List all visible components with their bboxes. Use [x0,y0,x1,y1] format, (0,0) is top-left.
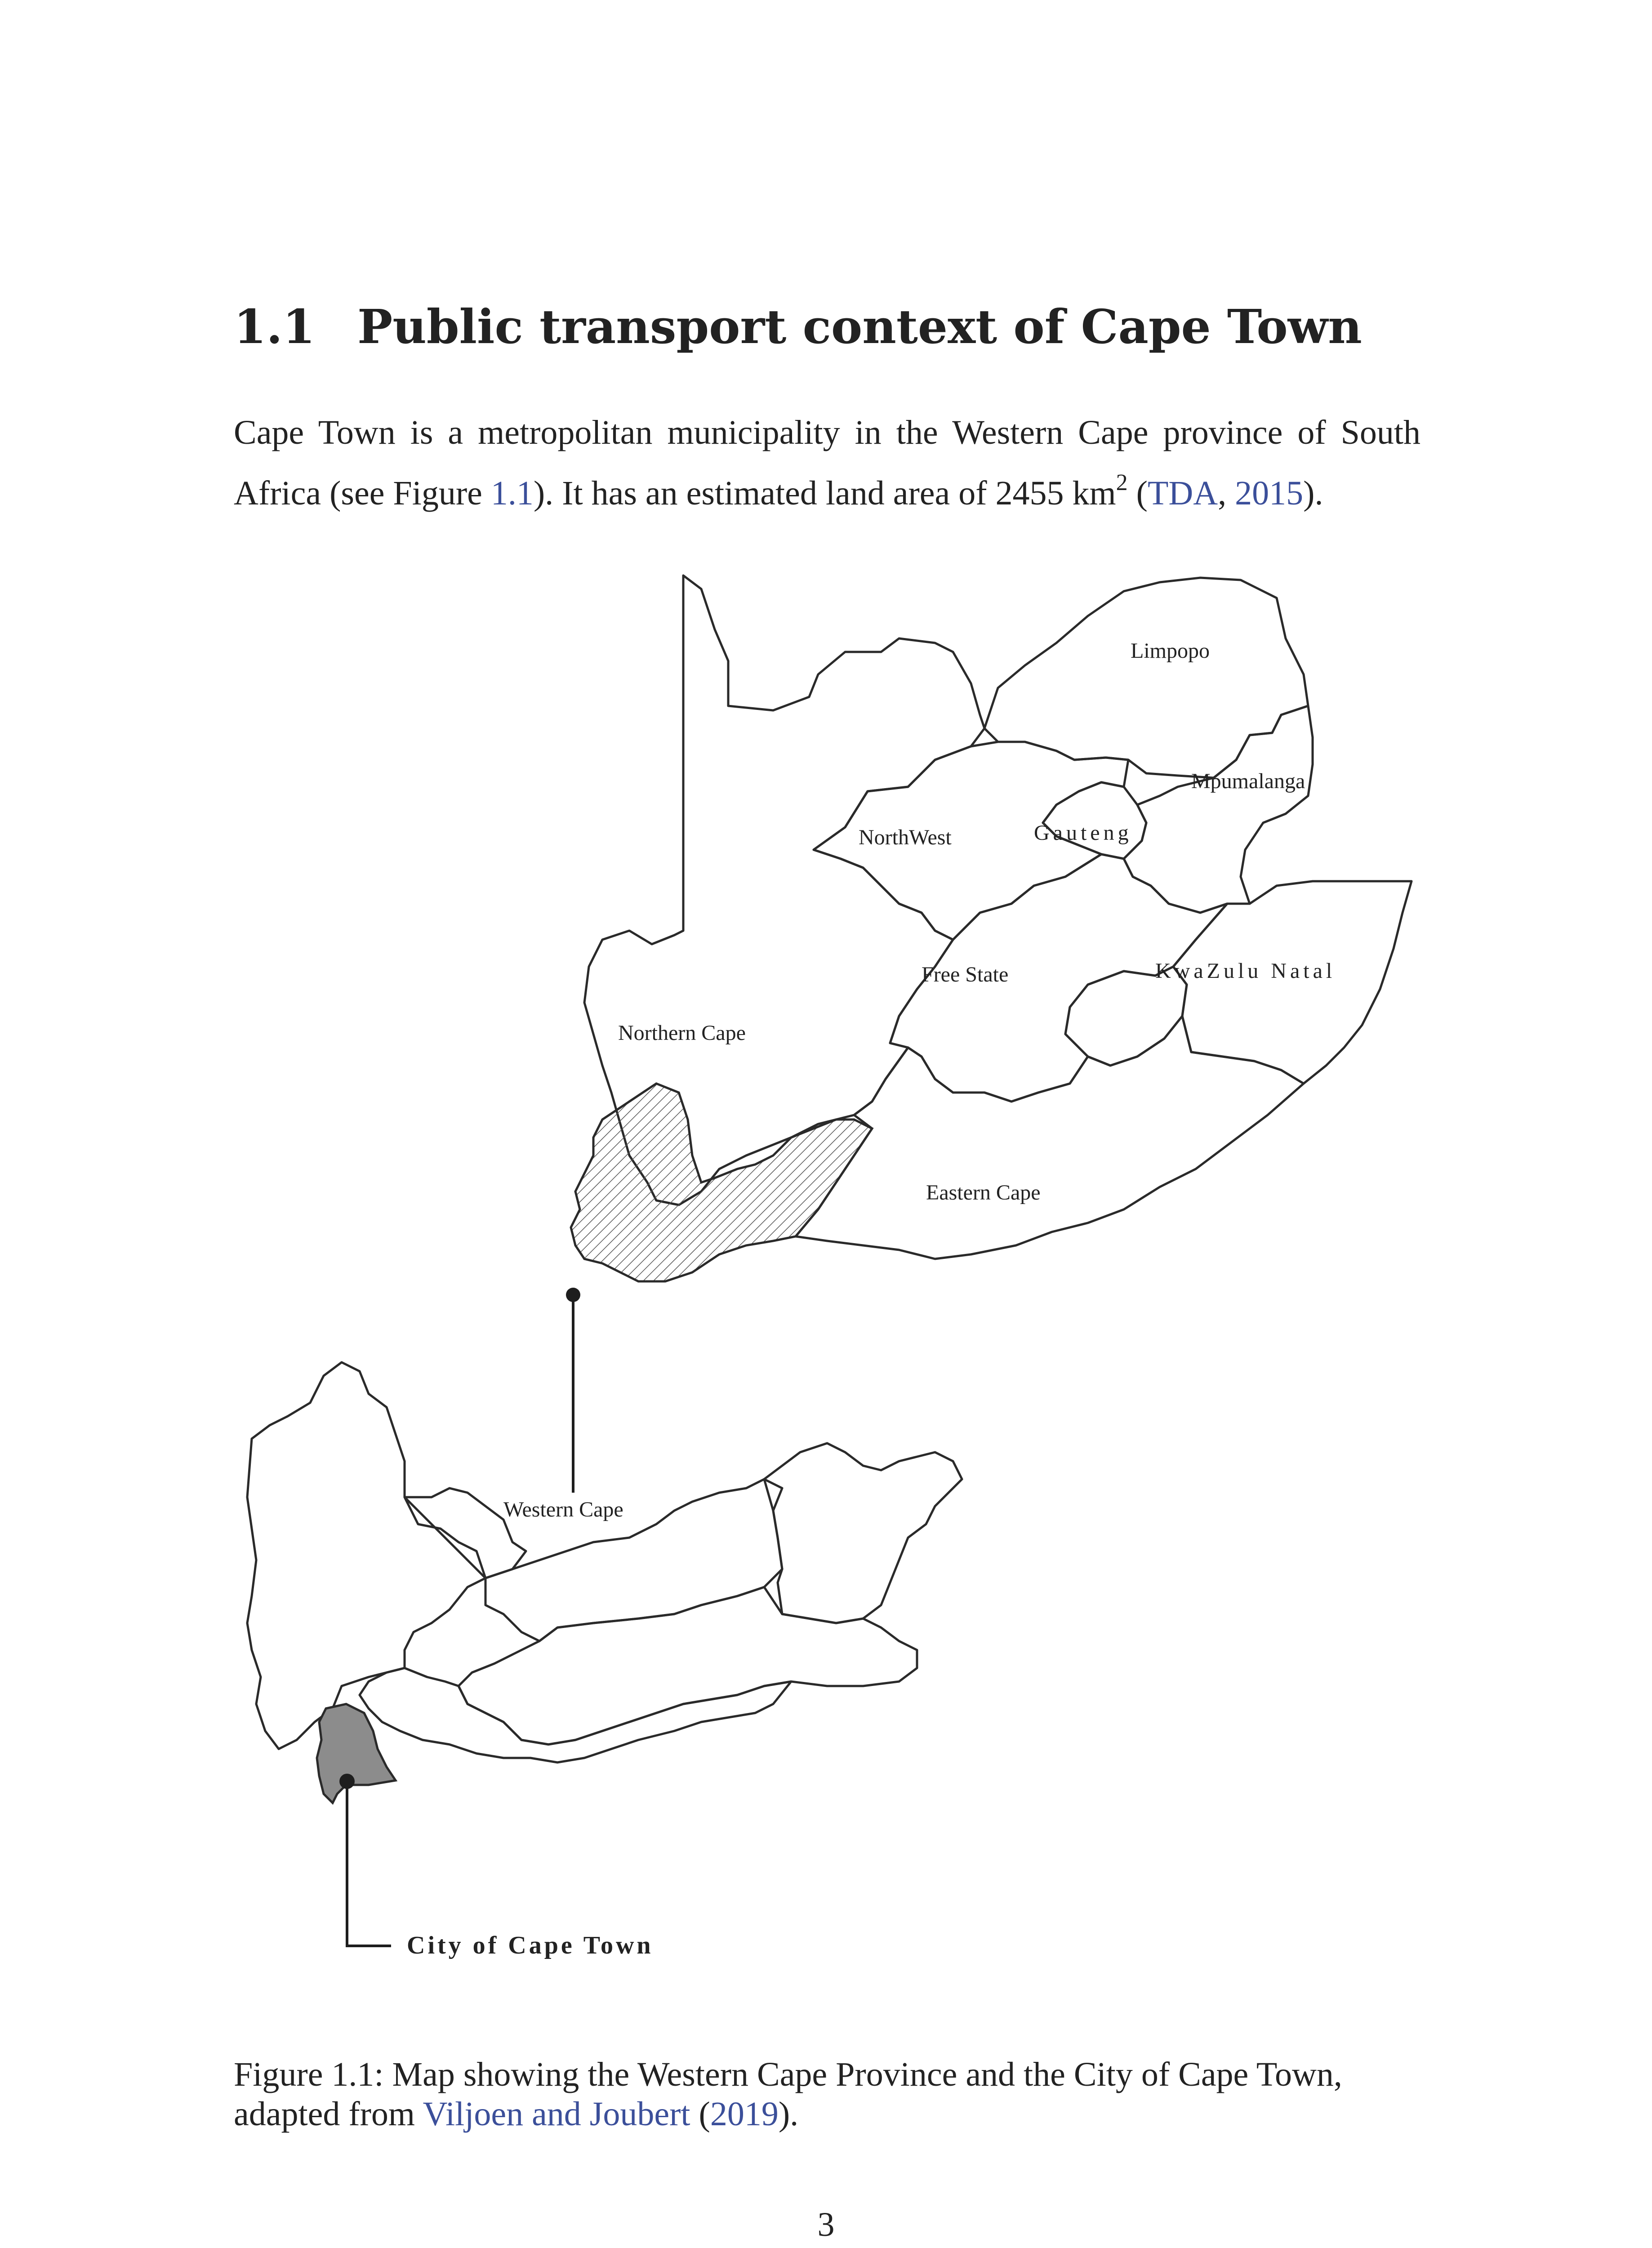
label-western-cape: Western Cape [503,1498,623,1521]
label-northern-cape: Northern Cape [618,1021,746,1045]
label-free-state: Free State [922,963,1009,986]
paragraph-text: , [1218,474,1235,512]
page-number: 3 [817,2206,835,2244]
western-cape-inset [247,1362,962,1762]
section-number: 1.1 [234,299,315,354]
label-eastern-cape: Eastern Cape [926,1181,1041,1204]
caption-text: ( [690,2095,710,2133]
section-title: Public transport context of Cape Town [357,299,1362,354]
caption-text: adapted from [234,2095,423,2133]
figure-reference-link[interactable]: 1.1 [490,474,534,512]
caption-line-1: Figure 1.1: Map showing the Western Cape Province and the City of Cape Town, [234,2056,1342,2093]
paragraph-text: ( [1127,474,1148,512]
map-figure [234,571,1420,1978]
label-mpumalanga: Mpumalanga [1191,769,1305,793]
label-northwest: NorthWest [859,825,952,849]
body-paragraph [234,402,1420,524]
caption-citation-author-link[interactable]: Viljoen and Joubert [423,2095,690,2133]
paragraph-text: ). [1303,474,1323,512]
caption-line-2 [234,2094,1420,2134]
paragraph-line-1: Cape Town is a metropolitan municipality in the Western Cape province of South [234,414,1420,451]
figure-caption [234,2055,1420,2134]
caption-citation-year-link[interactable]: 2019 [710,2095,779,2133]
citation-author-link[interactable]: TDA [1147,474,1218,512]
label-gauteng: Gauteng [1034,821,1132,845]
limpopo-province [984,578,1308,778]
section-heading [234,299,1362,354]
paragraph-line-2 [234,463,1420,524]
city-of-cape-town-area [317,1704,396,1803]
paragraph-text: ). It has an estimated land area of 2455 km [533,474,1116,512]
caption-text: ). [778,2095,799,2133]
citation-year-link[interactable]: 2015 [1235,474,1304,512]
label-city-of-cape-town: City of Cape Town [407,1931,654,1959]
superscript: 2 [1116,469,1128,495]
mpumalanga-province [1124,706,1313,913]
label-kwazulu-natal: KwaZulu Natal [1155,959,1336,983]
western-cape-province-hatched [571,1084,872,1281]
paragraph-text: Africa (see Figure [234,474,491,512]
city-pointer-line [347,1781,391,1946]
eastern-cape-province [796,1016,1304,1259]
label-limpopo: Limpopo [1131,639,1210,663]
